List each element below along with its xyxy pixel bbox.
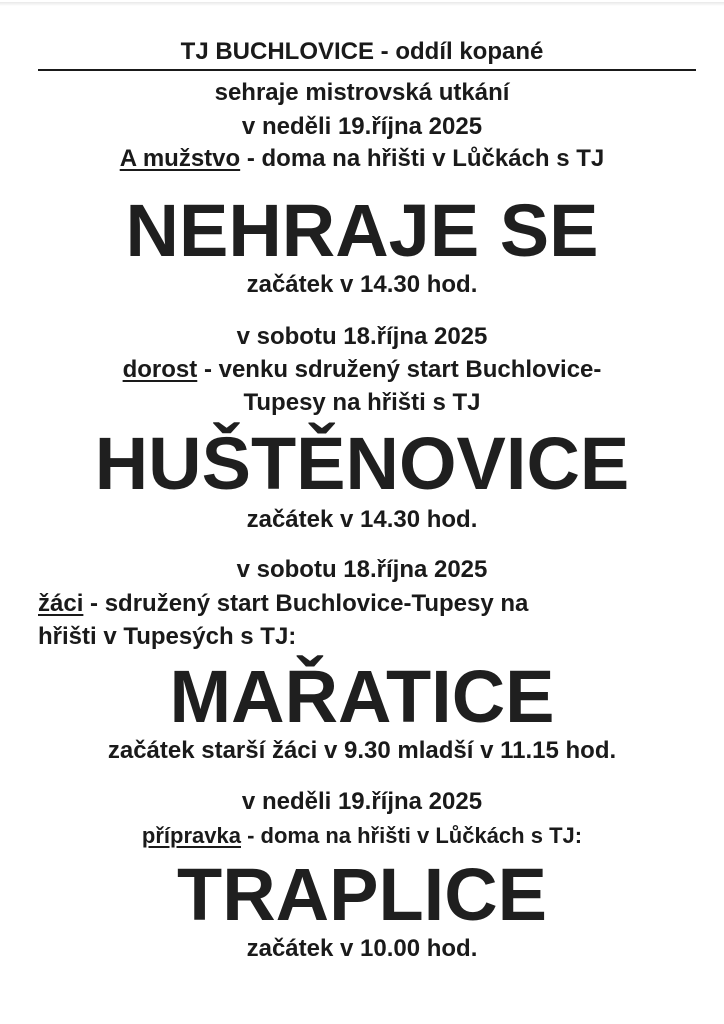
section-1-date: v neděli 19.října 2025 [241,113,483,140]
section-3-start: začátek starší žáci v 9.30 mladší v 11.15 hod. [107,737,617,764]
section-4-date: v neděli 19.října 2025 [241,788,483,815]
section-2-desc: - venku sdružený start Buchlovice- [197,356,602,383]
section-2-date: v sobotu 18.října 2025 [236,323,488,350]
section-4-desc: - doma na hřišti v Lůčkách s TJ: [240,823,583,848]
section-4-team: přípravka [141,823,241,848]
section-3-date: v sobotu 18.října 2025 [236,556,488,583]
section-1-start: začátek v 14.30 hod. [246,271,478,298]
section-3-info [38,590,688,618]
section-1-desc: - doma na hřišti v Lůčkách s TJ [240,145,605,172]
section-3-opponent: MAŘATICE [169,655,555,738]
subtitle: sehraje mistrovská utkání [214,79,510,106]
header-rule [38,69,696,71]
section-2-desc2: Tupesy na hřišti s TJ [243,389,481,416]
section-2-info [0,356,724,384]
section-2-opponent: HUŠTĚNOVICE [94,422,630,505]
section-4-opponent: TRAPLICE [177,853,547,936]
section-1-team: A mužstvo [119,145,241,172]
section-4-info [0,823,724,849]
section-1-opponent: NEHRAJE SE [125,189,599,272]
section-3-team: žáci [38,590,84,617]
section-1-info [0,145,724,173]
club-heading: TJ BUCHLOVICE - oddíl kopané [180,38,544,65]
section-3-desc: - sdružený start Buchlovice-Tupesy na [83,590,529,617]
scan-edge [0,2,724,6]
section-4-start: začátek v 10.00 hod. [246,935,478,962]
section-3-desc2: hřišti v Tupesých s TJ: [38,623,297,650]
section-2-team: dorost [122,356,198,383]
section-2-start: začátek v 14.30 hod. [246,506,478,533]
